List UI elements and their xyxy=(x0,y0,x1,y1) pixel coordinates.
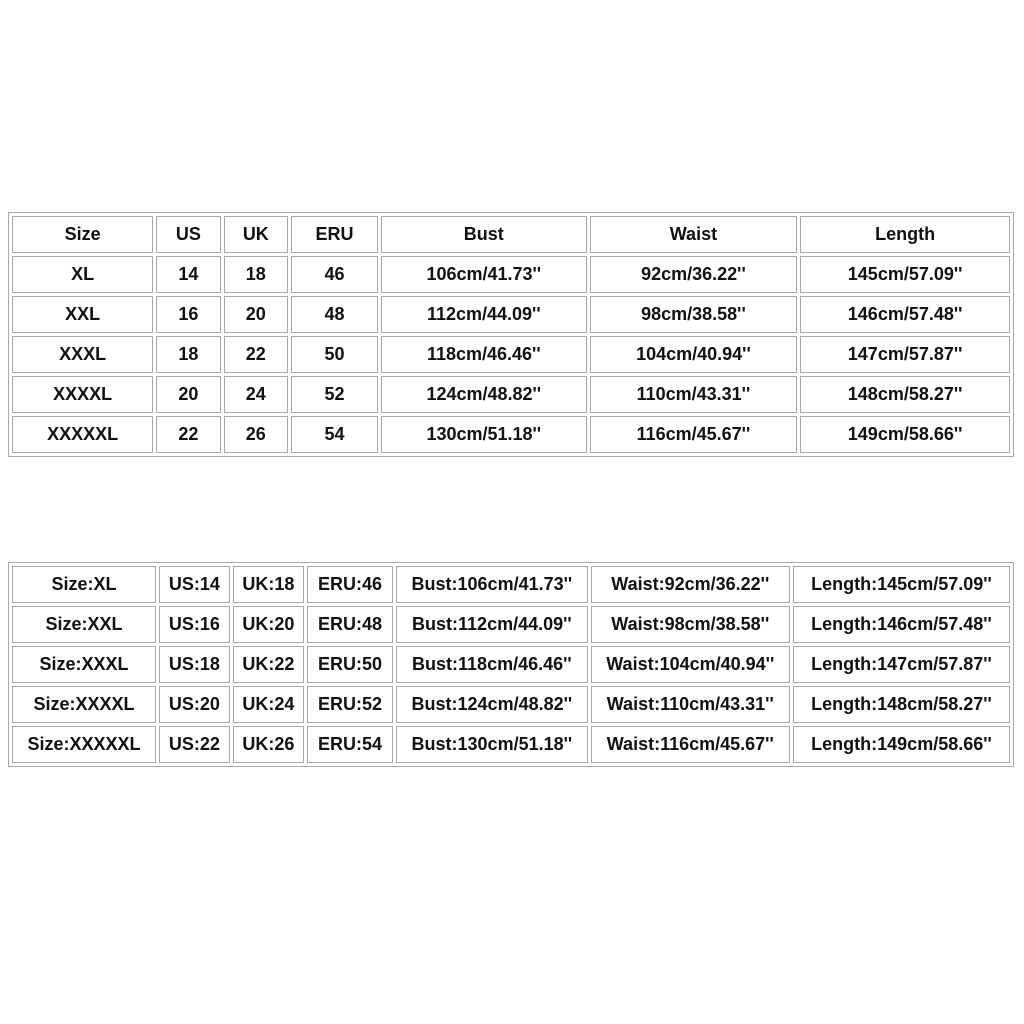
table-cell: 14 xyxy=(156,256,220,293)
table-row xyxy=(12,376,1010,413)
table-cell: Size:XL xyxy=(12,566,156,603)
table-cell: US:16 xyxy=(159,606,230,643)
table-cell: XXL xyxy=(12,296,153,333)
table-row xyxy=(12,416,1010,453)
table-cell: 48 xyxy=(291,296,378,333)
table-cell: 24 xyxy=(224,376,288,413)
table-cell: 149cm/58.66'' xyxy=(800,416,1010,453)
table-cell: Length:149cm/58.66'' xyxy=(793,726,1010,763)
table-cell: 92cm/36.22'' xyxy=(590,256,798,293)
table-row xyxy=(12,646,1010,683)
table-cell: Waist:104cm/40.94'' xyxy=(591,646,790,683)
table-cell: 124cm/48.82'' xyxy=(381,376,587,413)
table-cell: 18 xyxy=(156,336,220,373)
table-row xyxy=(12,726,1010,763)
table-cell: Size:XXXXL xyxy=(12,686,156,723)
table-row xyxy=(12,606,1010,643)
table-cell: 145cm/57.09'' xyxy=(800,256,1010,293)
table-cell: 54 xyxy=(291,416,378,453)
table-cell: Length:147cm/57.87'' xyxy=(793,646,1010,683)
table-cell: Bust:130cm/51.18'' xyxy=(396,726,587,763)
header-cell-eru: ERU xyxy=(291,216,378,253)
table-cell: 104cm/40.94'' xyxy=(590,336,798,373)
table-cell: 20 xyxy=(224,296,288,333)
table-cell: 46 xyxy=(291,256,378,293)
table-cell: US:20 xyxy=(159,686,230,723)
size-chart-labeled-table xyxy=(8,562,1014,767)
table-cell: 16 xyxy=(156,296,220,333)
table-cell: US:14 xyxy=(159,566,230,603)
table-cell: UK:24 xyxy=(233,686,304,723)
header-cell-waist: Waist xyxy=(590,216,798,253)
table-cell: 112cm/44.09'' xyxy=(381,296,587,333)
table-cell: Waist:116cm/45.67'' xyxy=(591,726,790,763)
table-cell: Length:145cm/57.09'' xyxy=(793,566,1010,603)
table-cell: ERU:50 xyxy=(307,646,393,683)
table-cell: US:22 xyxy=(159,726,230,763)
table-cell: 116cm/45.67'' xyxy=(590,416,798,453)
table-cell: Waist:98cm/38.58'' xyxy=(591,606,790,643)
header-cell-size: Size xyxy=(12,216,153,253)
header-cell-bust: Bust xyxy=(381,216,587,253)
table-cell: XL xyxy=(12,256,153,293)
table-row xyxy=(12,566,1010,603)
table-cell: 18 xyxy=(224,256,288,293)
table-cell: 22 xyxy=(224,336,288,373)
table-cell: 106cm/41.73'' xyxy=(381,256,587,293)
header-cell-us: US xyxy=(156,216,220,253)
table-cell: 22 xyxy=(156,416,220,453)
table-cell: Length:146cm/57.48'' xyxy=(793,606,1010,643)
table-cell: Size:XXXXXL xyxy=(12,726,156,763)
table-cell: 98cm/38.58'' xyxy=(590,296,798,333)
table-cell: 20 xyxy=(156,376,220,413)
table-cell: 130cm/51.18'' xyxy=(381,416,587,453)
table-cell: Size:XXXL xyxy=(12,646,156,683)
table-cell: XXXXL xyxy=(12,376,153,413)
table-cell: ERU:48 xyxy=(307,606,393,643)
table-cell: 52 xyxy=(291,376,378,413)
table-cell: UK:26 xyxy=(233,726,304,763)
table-row xyxy=(12,336,1010,373)
table-cell: Bust:118cm/46.46'' xyxy=(396,646,587,683)
table-cell: Length:148cm/58.27'' xyxy=(793,686,1010,723)
header-cell-length: Length xyxy=(800,216,1010,253)
size-chart-table xyxy=(8,212,1014,457)
table-cell: 50 xyxy=(291,336,378,373)
table-cell: Waist:110cm/43.31'' xyxy=(591,686,790,723)
table-cell: ERU:46 xyxy=(307,566,393,603)
table-row xyxy=(12,296,1010,333)
table-row xyxy=(12,686,1010,723)
table-cell: 110cm/43.31'' xyxy=(590,376,798,413)
header-cell-uk: UK xyxy=(224,216,288,253)
table-cell: 147cm/57.87'' xyxy=(800,336,1010,373)
table-header-row xyxy=(12,216,1010,253)
table-cell: US:18 xyxy=(159,646,230,683)
table-cell: ERU:54 xyxy=(307,726,393,763)
table-cell: Size:XXL xyxy=(12,606,156,643)
table-cell: UK:22 xyxy=(233,646,304,683)
table-cell: 118cm/46.46'' xyxy=(381,336,587,373)
table-cell: 146cm/57.48'' xyxy=(800,296,1010,333)
table-cell: XXXXXL xyxy=(12,416,153,453)
table-cell: UK:20 xyxy=(233,606,304,643)
table-cell: ERU:52 xyxy=(307,686,393,723)
table-cell: 26 xyxy=(224,416,288,453)
table-cell: Bust:112cm/44.09'' xyxy=(396,606,587,643)
table-cell: XXXL xyxy=(12,336,153,373)
table-cell: Bust:106cm/41.73'' xyxy=(396,566,587,603)
table-cell: Bust:124cm/48.82'' xyxy=(396,686,587,723)
table-cell: Waist:92cm/36.22'' xyxy=(591,566,790,603)
table-cell: 148cm/58.27'' xyxy=(800,376,1010,413)
table-row xyxy=(12,256,1010,293)
table-cell: UK:18 xyxy=(233,566,304,603)
